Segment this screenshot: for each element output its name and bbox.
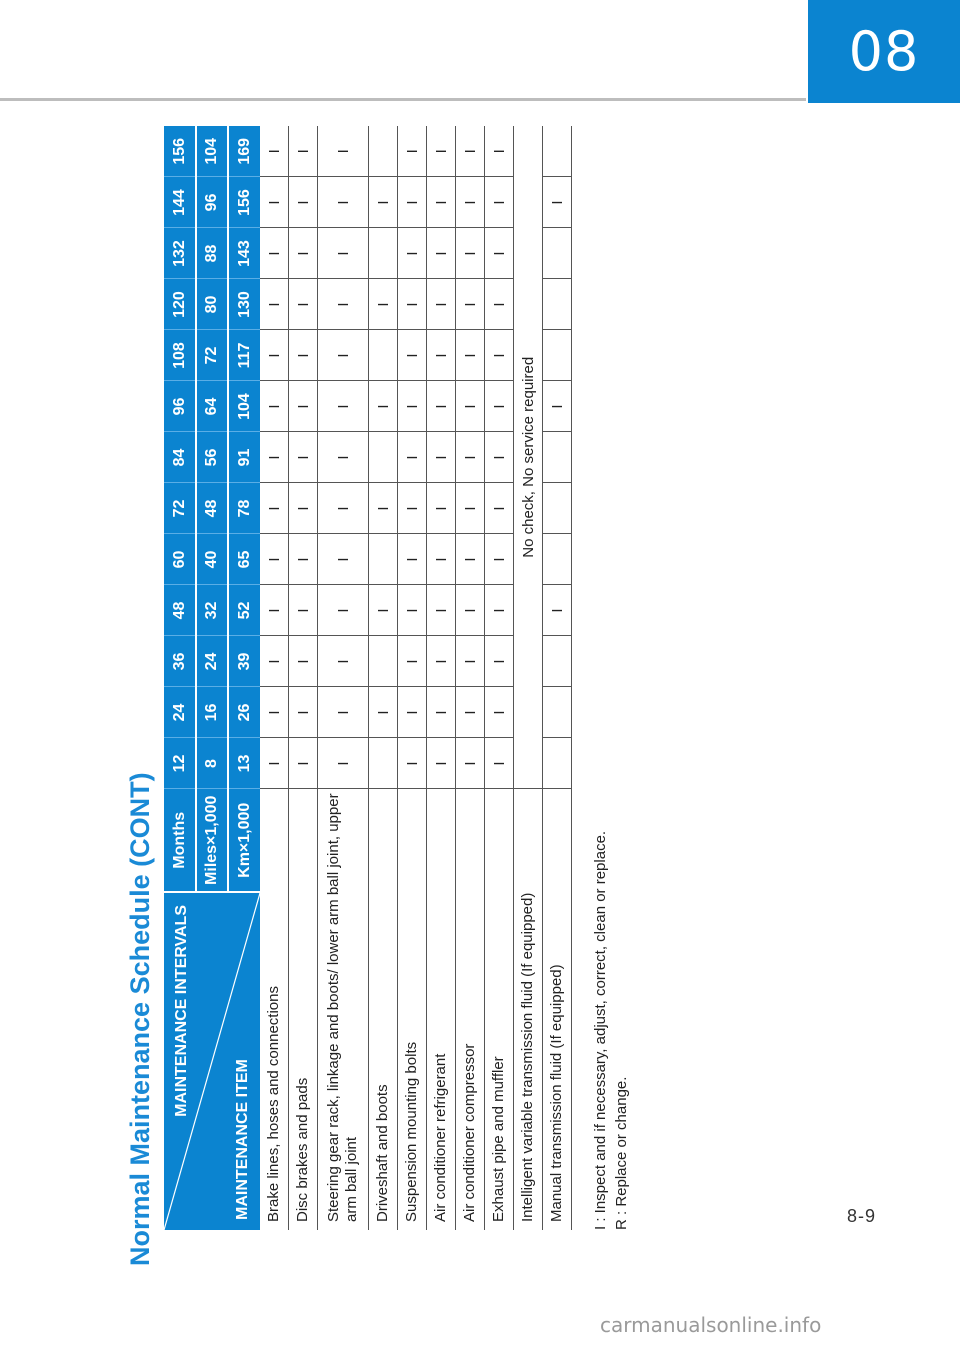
interval-cell: I xyxy=(456,432,485,483)
maintenance-item: Manual transmission fluid (If equipped) xyxy=(543,789,572,1230)
maintenance-item: Air conditioner compressor xyxy=(456,789,485,1230)
interval-cell: I xyxy=(427,177,456,228)
interval-cell xyxy=(543,483,572,534)
interval-cell: I xyxy=(260,330,289,381)
table-row xyxy=(260,126,289,1230)
miles-value: 24 xyxy=(196,636,228,687)
interval-cell: I xyxy=(289,687,318,738)
interval-cell: I xyxy=(456,381,485,432)
interval-cell: I xyxy=(427,279,456,330)
header-row-months xyxy=(164,126,196,1230)
interval-cell: I xyxy=(398,228,427,279)
interval-cell: I xyxy=(260,483,289,534)
interval-cell: I xyxy=(427,738,456,789)
km-value: 117 xyxy=(228,330,260,381)
km-value: 104 xyxy=(228,381,260,432)
no-service-note: No check, No service required xyxy=(514,126,543,789)
interval-cell: I xyxy=(289,483,318,534)
chapter-tab: 08 xyxy=(808,0,960,103)
interval-cell: I xyxy=(485,687,514,738)
interval-cell: I xyxy=(485,381,514,432)
interval-cell: I xyxy=(260,126,289,177)
km-value: 169 xyxy=(228,126,260,177)
interval-cell: I xyxy=(485,585,514,636)
month-value: 60 xyxy=(164,534,196,585)
interval-cell: I xyxy=(260,687,289,738)
month-value: 96 xyxy=(164,381,196,432)
table-row xyxy=(289,126,318,1230)
miles-value: 88 xyxy=(196,228,228,279)
interval-cell xyxy=(543,126,572,177)
interval-cell xyxy=(369,126,398,177)
top-rule xyxy=(0,98,806,101)
interval-cell: I xyxy=(485,483,514,534)
interval-cell: I xyxy=(318,585,369,636)
maintenance-schedule-table xyxy=(164,126,572,1230)
interval-cell: I xyxy=(427,432,456,483)
interval-cell: I xyxy=(427,483,456,534)
month-value: 84 xyxy=(164,432,196,483)
interval-cell: I xyxy=(318,432,369,483)
miles-value: 48 xyxy=(196,483,228,534)
interval-cell: I xyxy=(543,177,572,228)
km-value: 78 xyxy=(228,483,260,534)
month-value: 24 xyxy=(164,687,196,738)
month-value: 12 xyxy=(164,738,196,789)
interval-cell: I xyxy=(369,687,398,738)
interval-cell: I xyxy=(260,228,289,279)
corner-intervals-label: MAINTENANCE INTERVALS xyxy=(173,905,190,1117)
km-value: 91 xyxy=(228,432,260,483)
month-value: 156 xyxy=(164,126,196,177)
interval-cell: I xyxy=(456,330,485,381)
page-number: 8-9 xyxy=(846,1206,876,1226)
page-title: Normal Maintenance Schedule (CONT) xyxy=(125,772,155,1266)
km-value: 13 xyxy=(228,738,260,789)
interval-cell: I xyxy=(427,534,456,585)
interval-cell: I xyxy=(427,381,456,432)
interval-cell: I xyxy=(289,738,318,789)
interval-cell: I xyxy=(427,636,456,687)
table-row xyxy=(318,126,369,1230)
interval-cell: I xyxy=(456,279,485,330)
interval-cell xyxy=(543,330,572,381)
table-row xyxy=(369,126,398,1230)
maintenance-item: Exhaust pipe and muffler xyxy=(485,789,514,1230)
km-value: 26 xyxy=(228,687,260,738)
interval-cell: I xyxy=(427,228,456,279)
interval-cell: I xyxy=(289,636,318,687)
interval-cell: I xyxy=(398,330,427,381)
interval-cell: I xyxy=(456,738,485,789)
interval-cell: I xyxy=(289,432,318,483)
interval-cell: I xyxy=(318,687,369,738)
interval-cell: I xyxy=(456,534,485,585)
interval-cell: I xyxy=(318,177,369,228)
interval-cell: I xyxy=(318,330,369,381)
interval-cell: I xyxy=(485,738,514,789)
interval-cell: I xyxy=(398,177,427,228)
interval-cell: I xyxy=(398,432,427,483)
interval-cell: I xyxy=(369,177,398,228)
interval-cell xyxy=(543,738,572,789)
km-value: 52 xyxy=(228,585,260,636)
miles-value: 8 xyxy=(196,738,228,789)
months-label: Months xyxy=(164,789,196,892)
interval-cell: I xyxy=(456,636,485,687)
maintenance-item: Intelligent variable transmission fluid (If equipped) xyxy=(514,789,543,1230)
interval-cell xyxy=(369,534,398,585)
miles-value: 56 xyxy=(196,432,228,483)
month-value: 72 xyxy=(164,483,196,534)
table-row xyxy=(427,126,456,1230)
interval-cell: I xyxy=(289,381,318,432)
interval-cell: I xyxy=(369,279,398,330)
km-label: Km×1,000 xyxy=(228,789,260,892)
miles-value: 80 xyxy=(196,279,228,330)
interval-cell: I xyxy=(318,381,369,432)
interval-cell: I xyxy=(485,330,514,381)
month-value: 36 xyxy=(164,636,196,687)
interval-cell: I xyxy=(485,432,514,483)
interval-cell: I xyxy=(456,483,485,534)
table-row xyxy=(456,126,485,1230)
footer-watermark: carmanualsonline.info xyxy=(600,1313,822,1337)
interval-cell: I xyxy=(485,636,514,687)
interval-cell xyxy=(543,534,572,585)
month-value: 108 xyxy=(164,330,196,381)
km-value: 143 xyxy=(228,228,260,279)
interval-cell: I xyxy=(456,126,485,177)
interval-cell: I xyxy=(260,585,289,636)
rotated-content xyxy=(120,137,640,1266)
interval-cell: I xyxy=(456,585,485,636)
interval-cell xyxy=(369,432,398,483)
month-value: 48 xyxy=(164,585,196,636)
interval-cell: I xyxy=(318,636,369,687)
interval-cell xyxy=(369,738,398,789)
interval-cell: I xyxy=(485,279,514,330)
month-value: 120 xyxy=(164,279,196,330)
interval-cell: I xyxy=(485,534,514,585)
interval-cell: I xyxy=(318,228,369,279)
interval-cell: I xyxy=(318,738,369,789)
interval-cell xyxy=(543,279,572,330)
interval-cell: I xyxy=(260,738,289,789)
header-corner-cell xyxy=(164,892,260,1230)
interval-cell: I xyxy=(398,534,427,585)
km-value: 130 xyxy=(228,279,260,330)
interval-cell: I xyxy=(260,177,289,228)
interval-cell: I xyxy=(318,279,369,330)
interval-cell: I xyxy=(260,279,289,330)
miles-value: 32 xyxy=(196,585,228,636)
interval-cell: I xyxy=(485,228,514,279)
interval-cell: I xyxy=(289,126,318,177)
table-row xyxy=(485,126,514,1230)
legend-replace: R : Replace or change. xyxy=(613,1076,630,1230)
miles-label: Miles×1,000 xyxy=(196,789,228,892)
interval-cell xyxy=(543,228,572,279)
interval-cell: I xyxy=(289,534,318,585)
interval-cell: I xyxy=(398,585,427,636)
interval-cell: I xyxy=(398,483,427,534)
interval-cell: I xyxy=(318,126,369,177)
interval-cell: I xyxy=(543,381,572,432)
interval-cell: I xyxy=(398,687,427,738)
interval-cell: I xyxy=(398,738,427,789)
interval-cell: I xyxy=(456,177,485,228)
km-value: 156 xyxy=(228,177,260,228)
interval-cell: I xyxy=(289,177,318,228)
interval-cell: I xyxy=(427,126,456,177)
interval-cell: I xyxy=(427,330,456,381)
interval-cell: I xyxy=(369,381,398,432)
legend xyxy=(590,831,632,1230)
table-row xyxy=(543,126,572,1230)
interval-cell: I xyxy=(456,228,485,279)
interval-cell xyxy=(369,330,398,381)
miles-value: 72 xyxy=(196,330,228,381)
interval-cell: I xyxy=(485,126,514,177)
miles-value: 96 xyxy=(196,177,228,228)
miles-value: 16 xyxy=(196,687,228,738)
miles-value: 104 xyxy=(196,126,228,177)
maintenance-item: Driveshaft and boots xyxy=(369,789,398,1230)
interval-cell: I xyxy=(398,636,427,687)
interval-cell: I xyxy=(456,687,485,738)
maintenance-item: Suspension mounting bolts xyxy=(398,789,427,1230)
interval-cell: I xyxy=(398,381,427,432)
interval-cell xyxy=(543,432,572,483)
interval-cell xyxy=(543,687,572,738)
miles-value: 64 xyxy=(196,381,228,432)
maintenance-item: Air conditioner refrigerant xyxy=(427,789,456,1230)
schedule-body xyxy=(260,126,572,1230)
interval-cell: I xyxy=(427,585,456,636)
maintenance-item: Brake lines, hoses and connections xyxy=(260,789,289,1230)
month-value: 132 xyxy=(164,228,196,279)
interval-cell: I xyxy=(369,585,398,636)
interval-cell: I xyxy=(260,381,289,432)
interval-cell: I xyxy=(427,687,456,738)
interval-cell: I xyxy=(260,432,289,483)
interval-cell: I xyxy=(318,483,369,534)
interval-cell: I xyxy=(289,279,318,330)
km-value: 65 xyxy=(228,534,260,585)
month-value: 144 xyxy=(164,177,196,228)
km-value: 39 xyxy=(228,636,260,687)
corner-item-label: MAINTENANCE ITEM xyxy=(234,1059,251,1220)
table-row xyxy=(514,126,543,1230)
interval-cell: I xyxy=(543,585,572,636)
interval-cell: I xyxy=(485,177,514,228)
interval-cell: I xyxy=(398,126,427,177)
legend-inspect: I : Inspect and if necessary, adjust, correct, clean or replace. xyxy=(592,830,609,1230)
interval-cell: I xyxy=(260,534,289,585)
interval-cell: I xyxy=(289,228,318,279)
miles-value: 40 xyxy=(196,534,228,585)
interval-cell: I xyxy=(398,279,427,330)
interval-cell: I xyxy=(289,330,318,381)
interval-cell: I xyxy=(289,585,318,636)
maintenance-item: Steering gear rack, linkage and boots/ lower arm ball joint, upper arm ball joint xyxy=(318,789,369,1230)
table-row xyxy=(398,126,427,1230)
interval-cell xyxy=(543,636,572,687)
interval-cell xyxy=(369,636,398,687)
interval-cell: I xyxy=(318,534,369,585)
interval-cell: I xyxy=(369,483,398,534)
interval-cell xyxy=(369,228,398,279)
maintenance-item: Disc brakes and pads xyxy=(289,789,318,1230)
interval-cell: I xyxy=(260,636,289,687)
